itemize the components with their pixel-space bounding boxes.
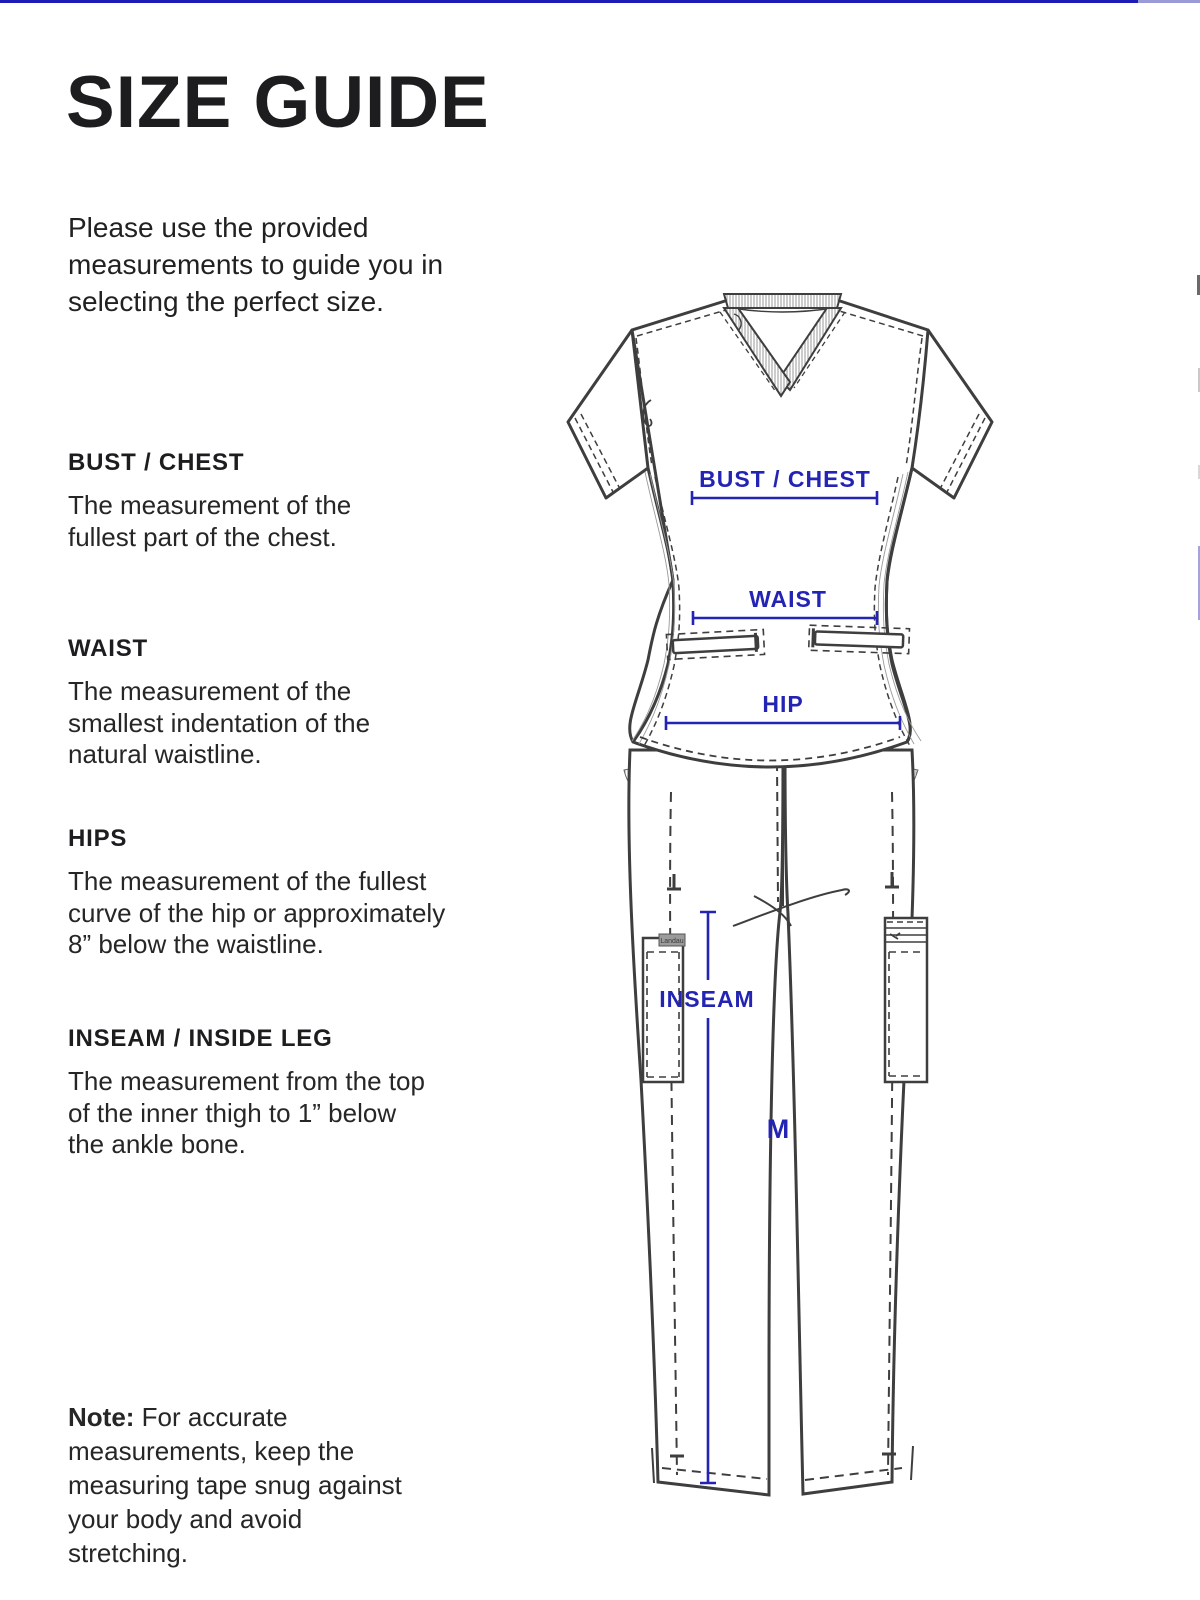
- top-accent-bar: [0, 0, 1200, 3]
- note-text: [68, 1400, 420, 1570]
- size-m-label: M: [766, 1114, 790, 1144]
- right-cargo-pocket: [885, 918, 927, 1082]
- note-body: For accurate measurements, keep the measuring tape snug against your body and avoid stretching.: [68, 1402, 402, 1568]
- section-heading: HIPS: [68, 825, 128, 852]
- section-bust-chest: [68, 449, 363, 553]
- section-heading: INSEAM / INSIDE LEG: [68, 1025, 333, 1052]
- brand-tag-label: Landau: [660, 938, 684, 945]
- section-description: The measurement of the fullest curve of the hip or approximately 8” below the waistline.: [68, 866, 446, 959]
- page-title: SIZE GUIDE: [66, 62, 490, 143]
- intro-text: Please use the provided measurements to guide you in selecting the perfect size.: [68, 212, 444, 317]
- size-diagram: [540, 280, 1010, 1530]
- top-accent-bar-light: [1138, 0, 1200, 3]
- section-waist: [68, 635, 383, 771]
- section-description: The measurement of the smallest indentation of the natural waistline.: [68, 676, 371, 769]
- bust-chest-label: BUST / CHEST: [699, 466, 871, 492]
- section-heading: WAIST: [68, 635, 148, 662]
- hip-label: HIP: [762, 691, 804, 717]
- section-hips: [68, 825, 453, 961]
- section-heading: BUST / CHEST: [68, 449, 245, 476]
- waist-label: WAIST: [749, 586, 827, 612]
- inseam-label: INSEAM: [659, 986, 755, 1012]
- section-description: The measurement from the top of the inner thigh to 1” below the ankle bone.: [68, 1066, 425, 1159]
- note-label: Note:: [68, 1402, 135, 1432]
- section-inseam: [68, 1025, 436, 1161]
- section-description: The measurement of the fullest part of the chest.: [68, 490, 352, 552]
